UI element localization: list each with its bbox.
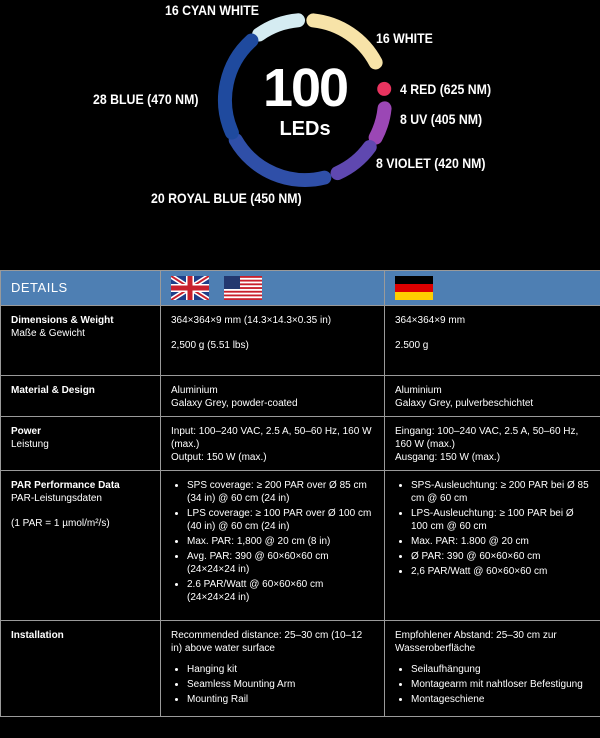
list-item: • Max. PAR: 1.800 @ 20 cm	[411, 535, 590, 548]
segment-white	[313, 20, 375, 62]
row-label: PAR Performance Data PAR-Leistungsdaten (1 PAR = 1 µmol/m²/s)	[1, 471, 161, 621]
list-item: • LPS-Ausleuchtung: ≥ 100 PAR bei Ø 100 cm @ 60 cm	[411, 507, 590, 533]
row-label: Material & Design	[1, 376, 161, 417]
german-header	[385, 271, 600, 306]
row-label: Dimensions & Weight Maße & Gewicht	[1, 306, 161, 376]
segment-uv	[376, 108, 385, 137]
list-item: • Ø PAR: 390 @ 60×60×60 cm	[411, 550, 590, 563]
german-cell: Empfohlener Abstand: 25–30 cm zur Wasseroberfläche • Seilaufhängung • Montagearm mit nahtloser Befestigung • Montageschiene	[385, 621, 600, 717]
english-cell	[161, 471, 385, 621]
german-flag-icon	[395, 276, 433, 300]
german-cell: Aluminium Galaxy Grey, pulverbeschichtet	[385, 376, 600, 417]
german-cell: Eingang: 100–240 VAC, 2.5 A, 50–60 Hz, 160 W (max.) Ausgang: 150 W (max.)	[385, 417, 600, 471]
german-cell	[385, 471, 600, 621]
segment-red	[377, 82, 391, 96]
details-header: DETAILS	[1, 271, 161, 306]
row-label: Power Leistung	[1, 417, 161, 471]
english-cell: Input: 100–240 VAC, 2.5 A, 50–60 Hz, 160 W (max.) Output: 150 W (max.)	[161, 417, 385, 471]
list-item: • Max. PAR: 1,800 @ 20 cm (8 in)	[187, 535, 374, 548]
segment-label-royal-blue: 20 ROYAL BLUE (450 NM)	[151, 190, 302, 206]
english-cell: Recommended distance: 25–30 cm (10–12 in) above water surface • Hanging kit • Seamless Mounting Arm • Mounting Rail	[161, 621, 385, 717]
segment-label-blue: 28 BLUE (470 NM)	[93, 91, 199, 107]
segment-label-cyan-white: 16 CYAN WHITE	[165, 2, 260, 18]
list-item: • Montageschiene	[411, 693, 590, 706]
english-cell: 364×364×9 mm (14.3×14.3×0.35 in) 2,500 g (5.51 lbs)	[161, 306, 385, 376]
list	[171, 663, 374, 706]
list-item: • 2.6 PAR/Watt @ 60×60×60 cm (24×24×24 in)	[187, 578, 374, 604]
details-table	[0, 270, 600, 717]
segment-label-uv: 8 UV (405 NM)	[400, 111, 483, 127]
list-item: • Hanging kit	[187, 663, 374, 676]
uk-flag-icon	[171, 276, 209, 300]
table-row	[1, 417, 600, 471]
led-total: 100	[262, 58, 348, 118]
table-row	[1, 621, 600, 717]
list-item: • LPS coverage: ≥ 100 PAR over Ø 100 cm (40 in) @ 60 cm (24 in)	[187, 507, 374, 533]
list-item: • SPS coverage: ≥ 200 PAR over Ø 85 cm (34 in) @ 60 cm (24 in)	[187, 479, 374, 505]
english-cell: Aluminium Galaxy Grey, powder-coated	[161, 376, 385, 417]
list	[395, 479, 590, 578]
row-label: Installation	[1, 621, 161, 717]
segment-blue	[225, 41, 251, 133]
list-item: • Montagearm mit nahtloser Befestigung	[411, 678, 590, 691]
list-item: • SPS-Ausleuchtung: ≥ 200 PAR bei Ø 85 cm @ 60 cm	[411, 479, 590, 505]
table-row	[1, 471, 600, 621]
german-cell: 364×364×9 mm 2.500 g	[385, 306, 600, 376]
list-item: • Avg. PAR: 390 @ 60×60×60 cm (24×24×24 in)	[187, 550, 374, 576]
segment-label-red: 4 RED (625 NM)	[400, 81, 492, 97]
segment-label-white: 16 WHITE	[376, 30, 433, 46]
list	[395, 663, 590, 706]
segment-royal-blue	[236, 140, 325, 180]
english-header	[161, 271, 385, 306]
segment-label-violet: 8 VIOLET (420 NM)	[376, 155, 486, 171]
table-row	[1, 306, 600, 376]
list-item: • Seilaufhängung	[411, 663, 590, 676]
list	[171, 479, 374, 604]
segment-cyan-white	[259, 20, 298, 34]
list-item: • Seamless Mounting Arm	[187, 678, 374, 691]
table-row	[1, 376, 600, 417]
list-item: • 2,6 PAR/Watt @ 60×60×60 cm	[411, 565, 590, 578]
table-header-row	[1, 271, 600, 306]
segment-violet	[338, 147, 370, 173]
us-flag-icon	[224, 276, 262, 300]
led-unit: LEDs	[279, 118, 331, 140]
list-item: • Mounting Rail	[187, 693, 374, 706]
